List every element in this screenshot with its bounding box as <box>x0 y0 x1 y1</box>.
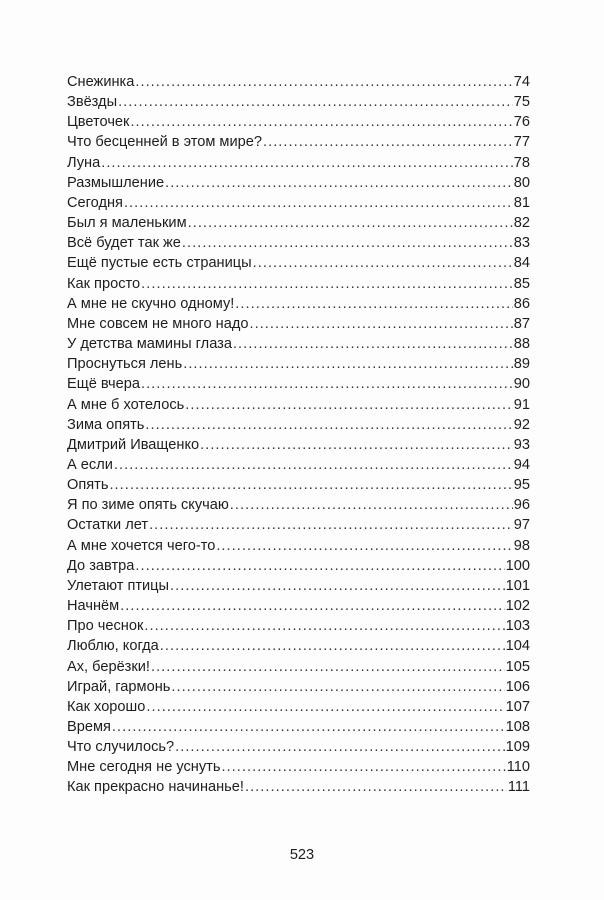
toc-entry-page: 106 <box>505 678 530 695</box>
toc-entry-title: Улетают птицы <box>67 577 170 594</box>
toc-entry-title: Зима опять <box>67 416 145 433</box>
toc-entry-page: 88 <box>513 336 530 353</box>
toc-entry-title: Начнём <box>67 598 120 615</box>
toc-entry-page: 75 <box>513 94 530 111</box>
toc-entry <box>67 112 530 132</box>
toc-entry-page: 107 <box>505 698 530 715</box>
toc-entry <box>67 536 530 556</box>
toc-entry-page: 109 <box>505 739 530 756</box>
dot-leader <box>183 354 513 374</box>
toc-entry-title: Ещё вчера <box>67 376 140 393</box>
toc-entry <box>67 92 530 112</box>
toc-entry-title: Опять <box>67 477 109 494</box>
toc-entry-title: Цветочек <box>67 114 130 131</box>
toc-entry-title: Что случилось? <box>67 739 175 756</box>
toc-entry <box>67 576 530 596</box>
dot-leader <box>160 636 505 656</box>
toc-entry-title: А если <box>67 456 113 473</box>
toc-entry-title: Мне совсем не много надо <box>67 315 249 332</box>
toc-entry-page: 76 <box>513 114 530 131</box>
dot-leader <box>165 173 513 193</box>
toc-entry <box>67 354 530 374</box>
dot-leader <box>145 415 512 435</box>
dot-leader <box>188 213 513 233</box>
toc-entry-title: У детства мамины глаза <box>67 336 232 353</box>
toc-entry-page: 102 <box>505 598 530 615</box>
dot-leader <box>171 677 504 697</box>
toc-entry-page: 86 <box>513 295 530 312</box>
toc-entry-title: Луна <box>67 154 101 171</box>
toc-entry-page: 87 <box>513 315 530 332</box>
toc-entry-title: Мне сегодня не уснуть <box>67 759 221 776</box>
toc-entry-title: Всё будет так же <box>67 235 181 252</box>
dot-leader <box>200 435 513 455</box>
toc-entry-page: 91 <box>513 396 530 413</box>
toc-entry-page: 77 <box>513 134 530 151</box>
dot-leader <box>135 556 504 576</box>
toc-entry-title: Ах, берёзки! <box>67 658 150 675</box>
toc-entry-title: Остатки лет <box>67 517 149 534</box>
dot-leader <box>233 334 513 354</box>
dot-leader <box>146 697 504 717</box>
dot-leader <box>101 153 513 173</box>
toc-entry-page: 82 <box>513 215 530 232</box>
toc-entry-page: 94 <box>513 456 530 473</box>
dot-leader <box>221 757 505 777</box>
toc-entry <box>67 193 530 213</box>
toc-entry-page: 85 <box>513 275 530 292</box>
toc-entry-title: До завтра <box>67 557 135 574</box>
dot-leader <box>253 253 513 273</box>
toc-entry <box>67 213 530 233</box>
toc-entry-page: 100 <box>505 557 530 574</box>
toc-entry-title: Как прекрасно начинанье! <box>67 779 244 796</box>
toc-entry <box>67 515 530 535</box>
toc-entry <box>67 757 530 777</box>
toc-entry-page: 84 <box>513 255 530 272</box>
dot-leader <box>109 475 512 495</box>
toc-entry-title: А мне б хотелось <box>67 396 185 413</box>
toc-entry-page: 96 <box>513 497 530 514</box>
toc-entry-page: 81 <box>513 194 530 211</box>
toc-entry-page: 74 <box>513 74 530 90</box>
toc-entry-title: Как хорошо <box>67 698 146 715</box>
toc-entry-page: 110 <box>506 759 530 776</box>
dot-leader <box>141 374 513 394</box>
toc-entry <box>67 475 530 495</box>
toc-entry-page: 80 <box>513 174 530 191</box>
toc-entry <box>67 677 530 697</box>
dot-leader <box>149 515 513 535</box>
toc-entry-title: Время <box>67 719 111 735</box>
table-of-contents <box>67 72 530 798</box>
dot-leader <box>151 657 505 677</box>
toc-entry <box>67 737 530 757</box>
page-number: 523 <box>289 847 315 863</box>
dot-leader <box>249 314 512 334</box>
toc-entry-page: 90 <box>513 376 530 393</box>
toc-entry <box>67 233 530 253</box>
dot-leader <box>182 233 513 253</box>
toc-entry <box>67 173 530 193</box>
toc-entry <box>67 153 530 173</box>
toc-entry-title: Как просто <box>67 275 141 292</box>
toc-entry <box>67 374 530 394</box>
toc-entry-page: 95 <box>513 477 530 494</box>
toc-entry-title: Был я маленьким <box>67 215 187 232</box>
toc-entry <box>67 717 530 737</box>
toc-entry-page: 89 <box>513 356 530 373</box>
dot-leader <box>141 274 513 294</box>
toc-entry-page: 104 <box>505 638 530 655</box>
toc-entry-page: 93 <box>513 436 530 453</box>
toc-entry-page: 98 <box>513 537 530 554</box>
toc-entry-title: Размышление <box>67 174 165 191</box>
dot-leader <box>245 777 507 797</box>
toc-entry-title: Дмитрий Иващенко <box>67 436 200 453</box>
toc-entry-title: Что бесценней в этом мире? <box>67 134 262 151</box>
toc-entry <box>67 435 530 455</box>
dot-leader <box>124 193 513 213</box>
toc-entry <box>67 294 530 314</box>
toc-entry <box>67 616 530 636</box>
toc-entry <box>67 415 530 435</box>
dot-leader <box>230 495 513 515</box>
toc-entry-title: Играй, гармонь <box>67 678 171 695</box>
toc-entry <box>67 395 530 415</box>
toc-entry-title: Проснуться лень <box>67 356 183 373</box>
dot-leader <box>144 616 504 636</box>
toc-entry <box>67 556 530 576</box>
dot-leader <box>216 536 512 556</box>
toc-entry-page: 108 <box>505 719 530 735</box>
toc-entry <box>67 132 530 152</box>
toc-entry-title: А мне хочется чего-то <box>67 537 216 554</box>
toc-entry-title: Я по зиме опять скучаю <box>67 497 229 514</box>
dot-leader <box>170 576 505 596</box>
toc-entry-page: 111 <box>507 779 530 796</box>
toc-entry <box>67 636 530 656</box>
toc-entry-title: Звёзды <box>67 94 118 111</box>
toc-entry <box>67 334 530 354</box>
toc-entry-title: Сегодня <box>67 194 123 211</box>
dot-leader <box>235 294 512 314</box>
dot-leader <box>120 596 504 616</box>
toc-entry <box>67 274 530 294</box>
toc-entry <box>67 596 530 616</box>
toc-entry-page: 101 <box>505 577 530 594</box>
toc-entry <box>67 777 530 797</box>
toc-entry-page: 103 <box>505 618 530 635</box>
dot-leader <box>135 72 512 92</box>
toc-entry-page: 92 <box>513 416 530 433</box>
dot-leader <box>118 92 513 112</box>
dot-leader <box>175 737 505 757</box>
dot-leader <box>185 395 513 415</box>
toc-entry-page: 97 <box>513 517 530 534</box>
dot-leader <box>112 717 505 737</box>
toc-entry-title: Люблю, когда <box>67 638 159 655</box>
toc-entry <box>67 657 530 677</box>
toc-entry-title: Про чеснок <box>67 618 144 635</box>
dot-leader <box>114 455 513 475</box>
toc-entry-page: 78 <box>513 154 530 171</box>
toc-entry <box>67 314 530 334</box>
toc-entry <box>67 455 530 475</box>
dot-leader <box>263 132 513 152</box>
toc-entry-title: Снежинка <box>67 74 135 90</box>
dot-leader <box>130 112 512 132</box>
toc-entry <box>67 253 530 273</box>
toc-entry <box>67 697 530 717</box>
toc-entry-page: 105 <box>505 658 530 675</box>
toc-entry-title: Ещё пустые есть страницы <box>67 255 252 272</box>
toc-entry <box>67 72 530 92</box>
toc-entry <box>67 495 530 515</box>
toc-entry-title: А мне не скучно одному! <box>67 295 235 312</box>
toc-entry-page: 83 <box>513 235 530 252</box>
